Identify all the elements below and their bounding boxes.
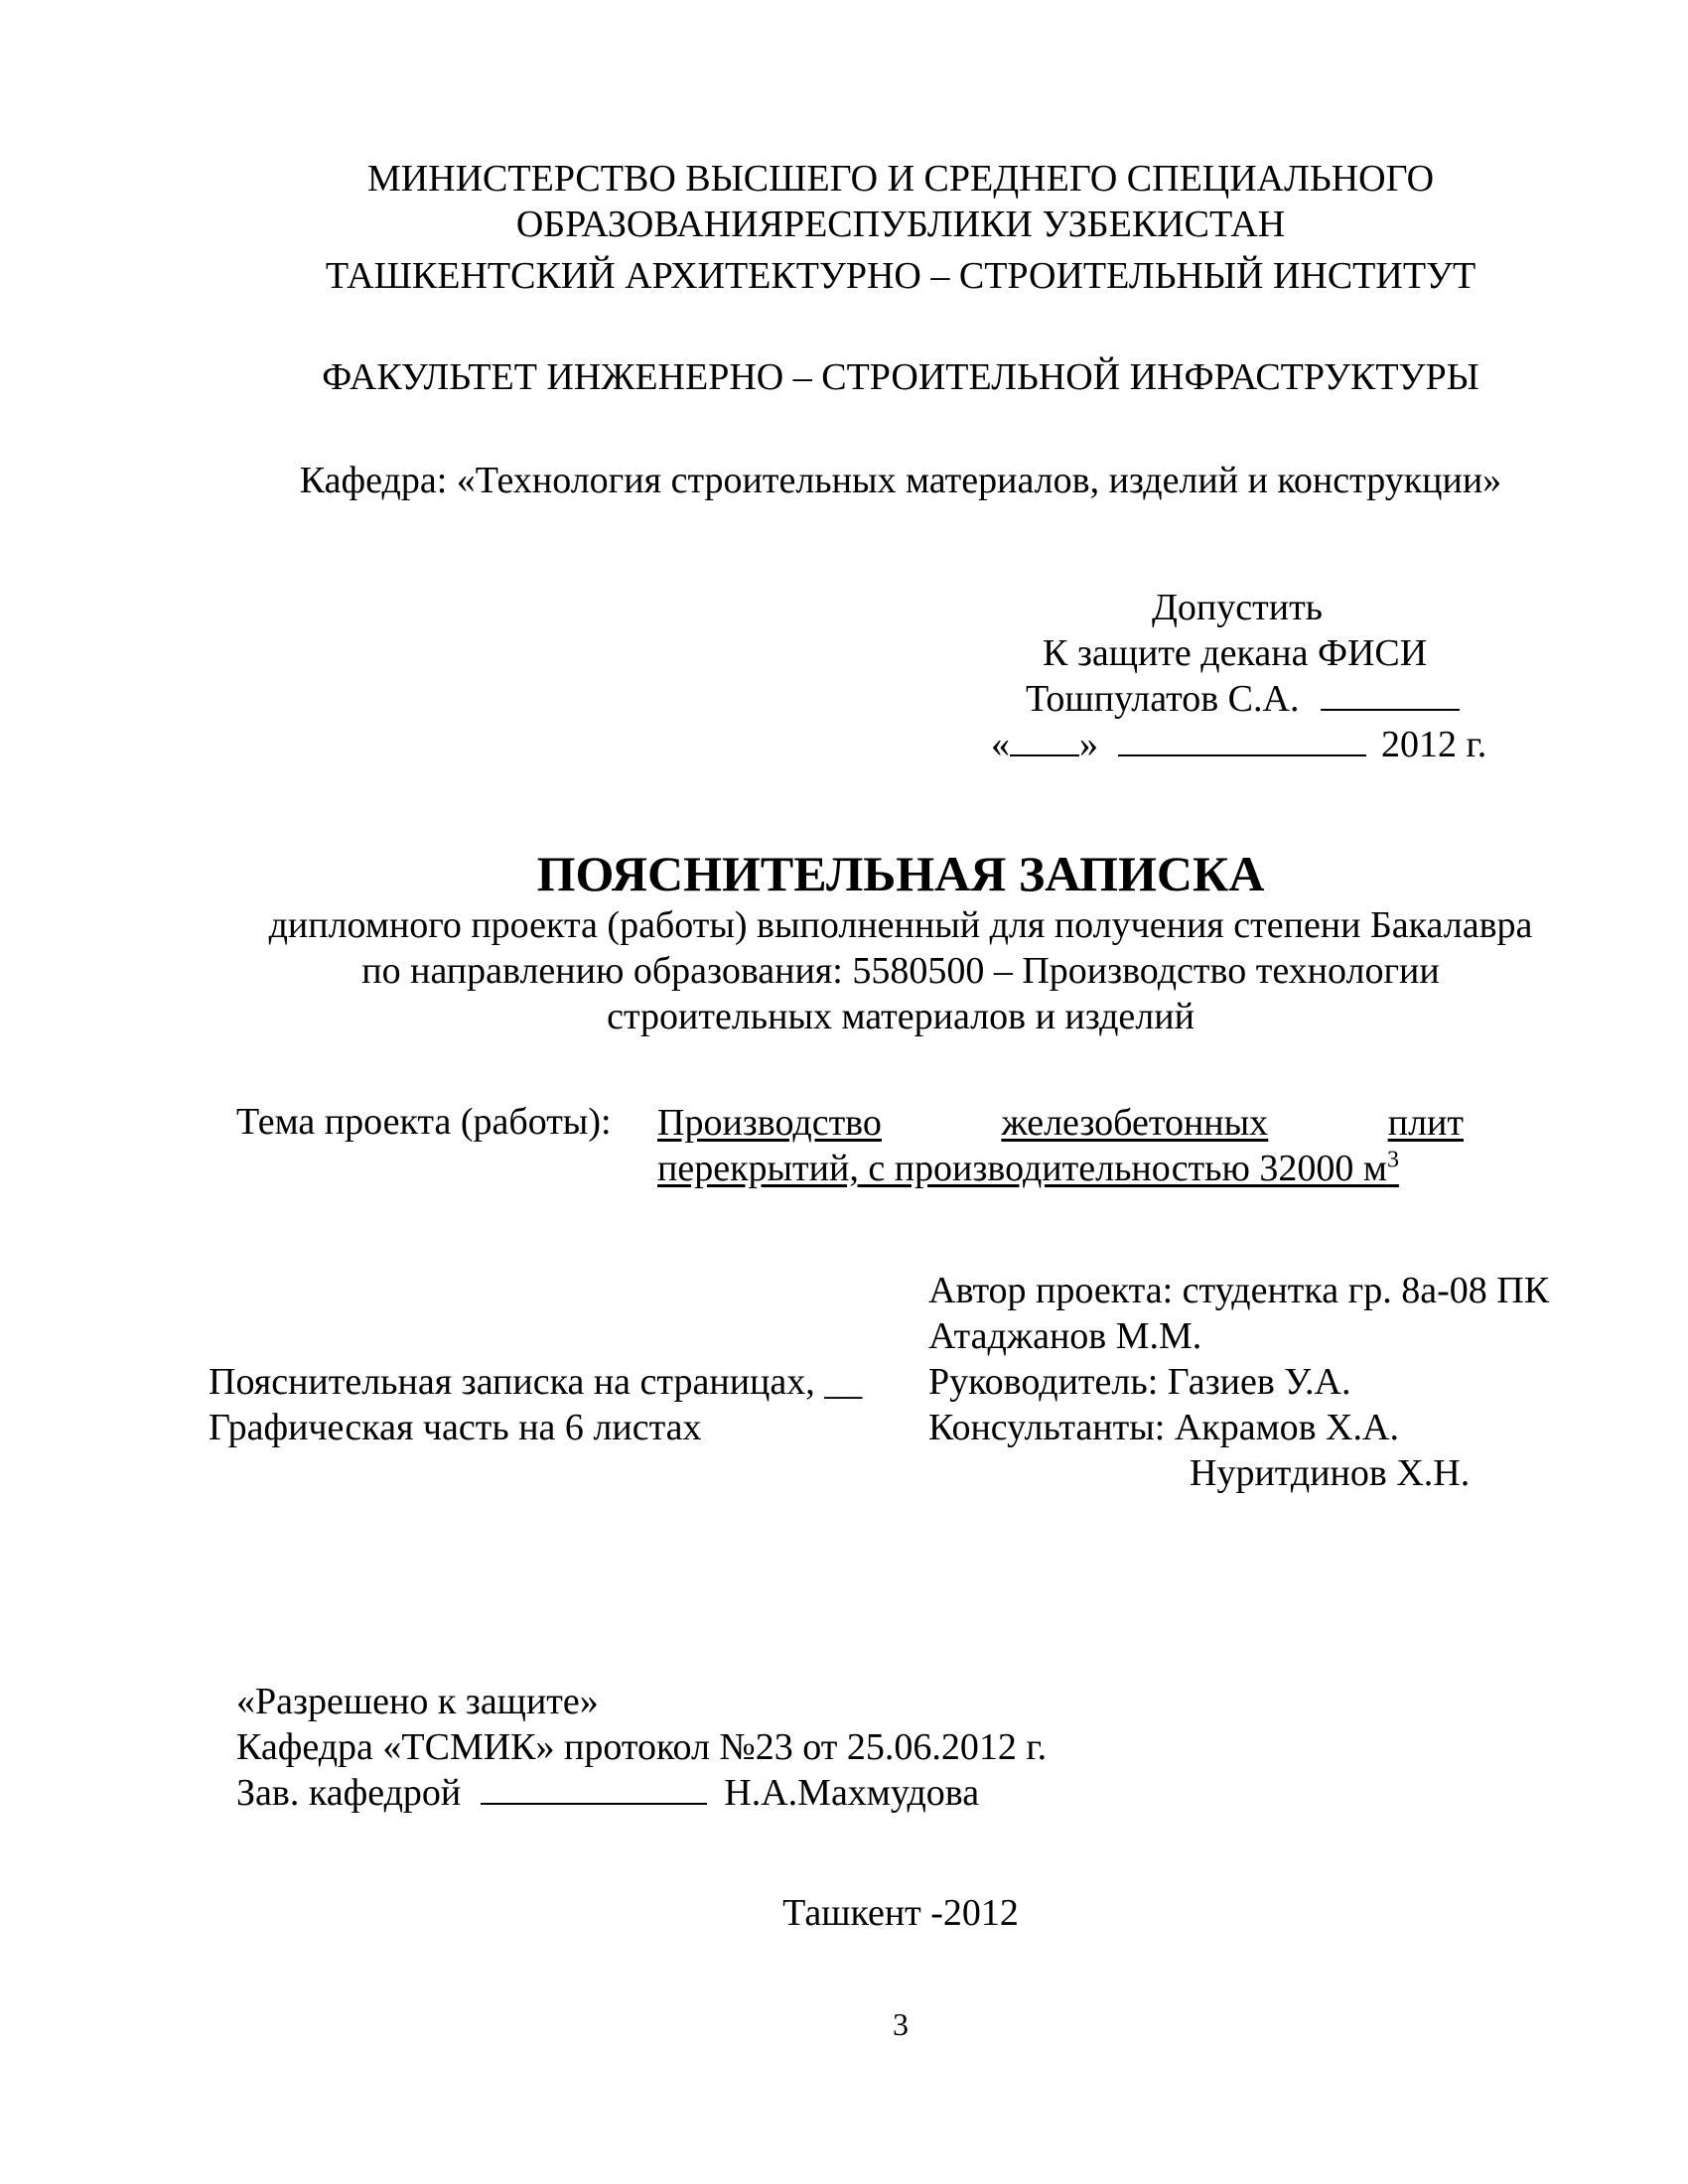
city-year: Ташкент -2012 [782, 1892, 1019, 1934]
approval-dean-name: Тошпулатов С.А. [1026, 678, 1300, 720]
defense-head-row [236, 1771, 979, 1815]
topic-value [657, 1100, 1464, 1191]
consultant-2: Нуритдинов Х.Н. [1190, 1452, 1471, 1494]
topic-label: Тема проекта (работы): [236, 1101, 612, 1143]
date-day-line [1010, 725, 1079, 756]
approval-dean: К защите декана ФИСИ [1043, 632, 1428, 674]
ministry-line-2: ОБРАЗОВАНИЯРЕСПУБЛИКИ УЗБЕКИСТАН [515, 204, 1286, 245]
date-year: 2012 г. [1381, 724, 1487, 765]
sheets-info: Графическая часть на 6 листах [209, 1407, 702, 1448]
faculty-name: ФАКУЛЬТЕТ ИНЖЕНЕРНО – СТРОИТЕЛЬНОЙ ИНФРАСТРУКТУРЫ [322, 356, 1479, 398]
title-subtitle-1: дипломного проекта (работы) выполненный для получения степени Бакалавра [268, 904, 1533, 946]
head-of-department-name: Н.А.Махмудова [724, 1772, 980, 1814]
ministry-line-1: МИНИСТЕРСТВО ВЫСШЕГО И СРЕДНЕГО СПЕЦИАЛЬНОГО [366, 158, 1435, 200]
defense-protocol: Кафедра «ТСМИК» протокол №23 от 25.06.2012 г. [236, 1726, 1048, 1768]
date-close-quote: » [1079, 724, 1098, 765]
document-title: ПОЯСНИТЕЛЬНАЯ ЗАПИСКА [536, 846, 1265, 901]
head-of-department-label: Зав. кафедрой [236, 1772, 462, 1814]
pages-info: Пояснительная записка на страницах, __ [209, 1361, 863, 1403]
topic-unit-exponent: 3 [1386, 1147, 1399, 1173]
topic-word-3: плит [1387, 1102, 1464, 1144]
consultants: Консультанты: Акрамов Х.А. [928, 1407, 1399, 1448]
defense-allowed: «Разрешено к защите» [236, 1681, 599, 1722]
approval-signature-row [1026, 677, 1460, 721]
title-subtitle-2: по направлению образования: 5580500 – Производство технологии [361, 950, 1440, 992]
head-signature-line [481, 1773, 707, 1805]
topic-line-2 [657, 1146, 1464, 1191]
author-label: Автор проекта: студентка гр. 8а-08 ПК [928, 1270, 1550, 1311]
author-name: Атаджанов М.М. [928, 1315, 1202, 1357]
topic-word-1: Производство [657, 1102, 882, 1144]
title-subtitle-3: строительных материалов и изделий [607, 996, 1195, 1037]
dean-signature-line [1321, 679, 1460, 711]
approval-date-row [991, 723, 1486, 766]
topic-line-2-text: перекрытий, с производительностью 32000 м [657, 1148, 1387, 1189]
institute-name: ТАШКЕНТСКИЙ АРХИТЕКТУРНО – СТРОИТЕЛЬНЫЙ ИНСТИТУТ [325, 255, 1477, 297]
approval-permit: Допустить [1152, 587, 1324, 628]
topic-word-2: железобетонных [1001, 1102, 1269, 1144]
topic-line-1 [657, 1100, 1464, 1146]
supervisor: Руководитель: Газиев У.А. [928, 1361, 1351, 1403]
date-month-line [1118, 725, 1366, 756]
page-number: 3 [893, 2006, 909, 2042]
department-name: Кафедра: «Технология строительных материалов, изделий и конструкции» [299, 460, 1502, 501]
date-open-quote: « [991, 724, 1010, 765]
